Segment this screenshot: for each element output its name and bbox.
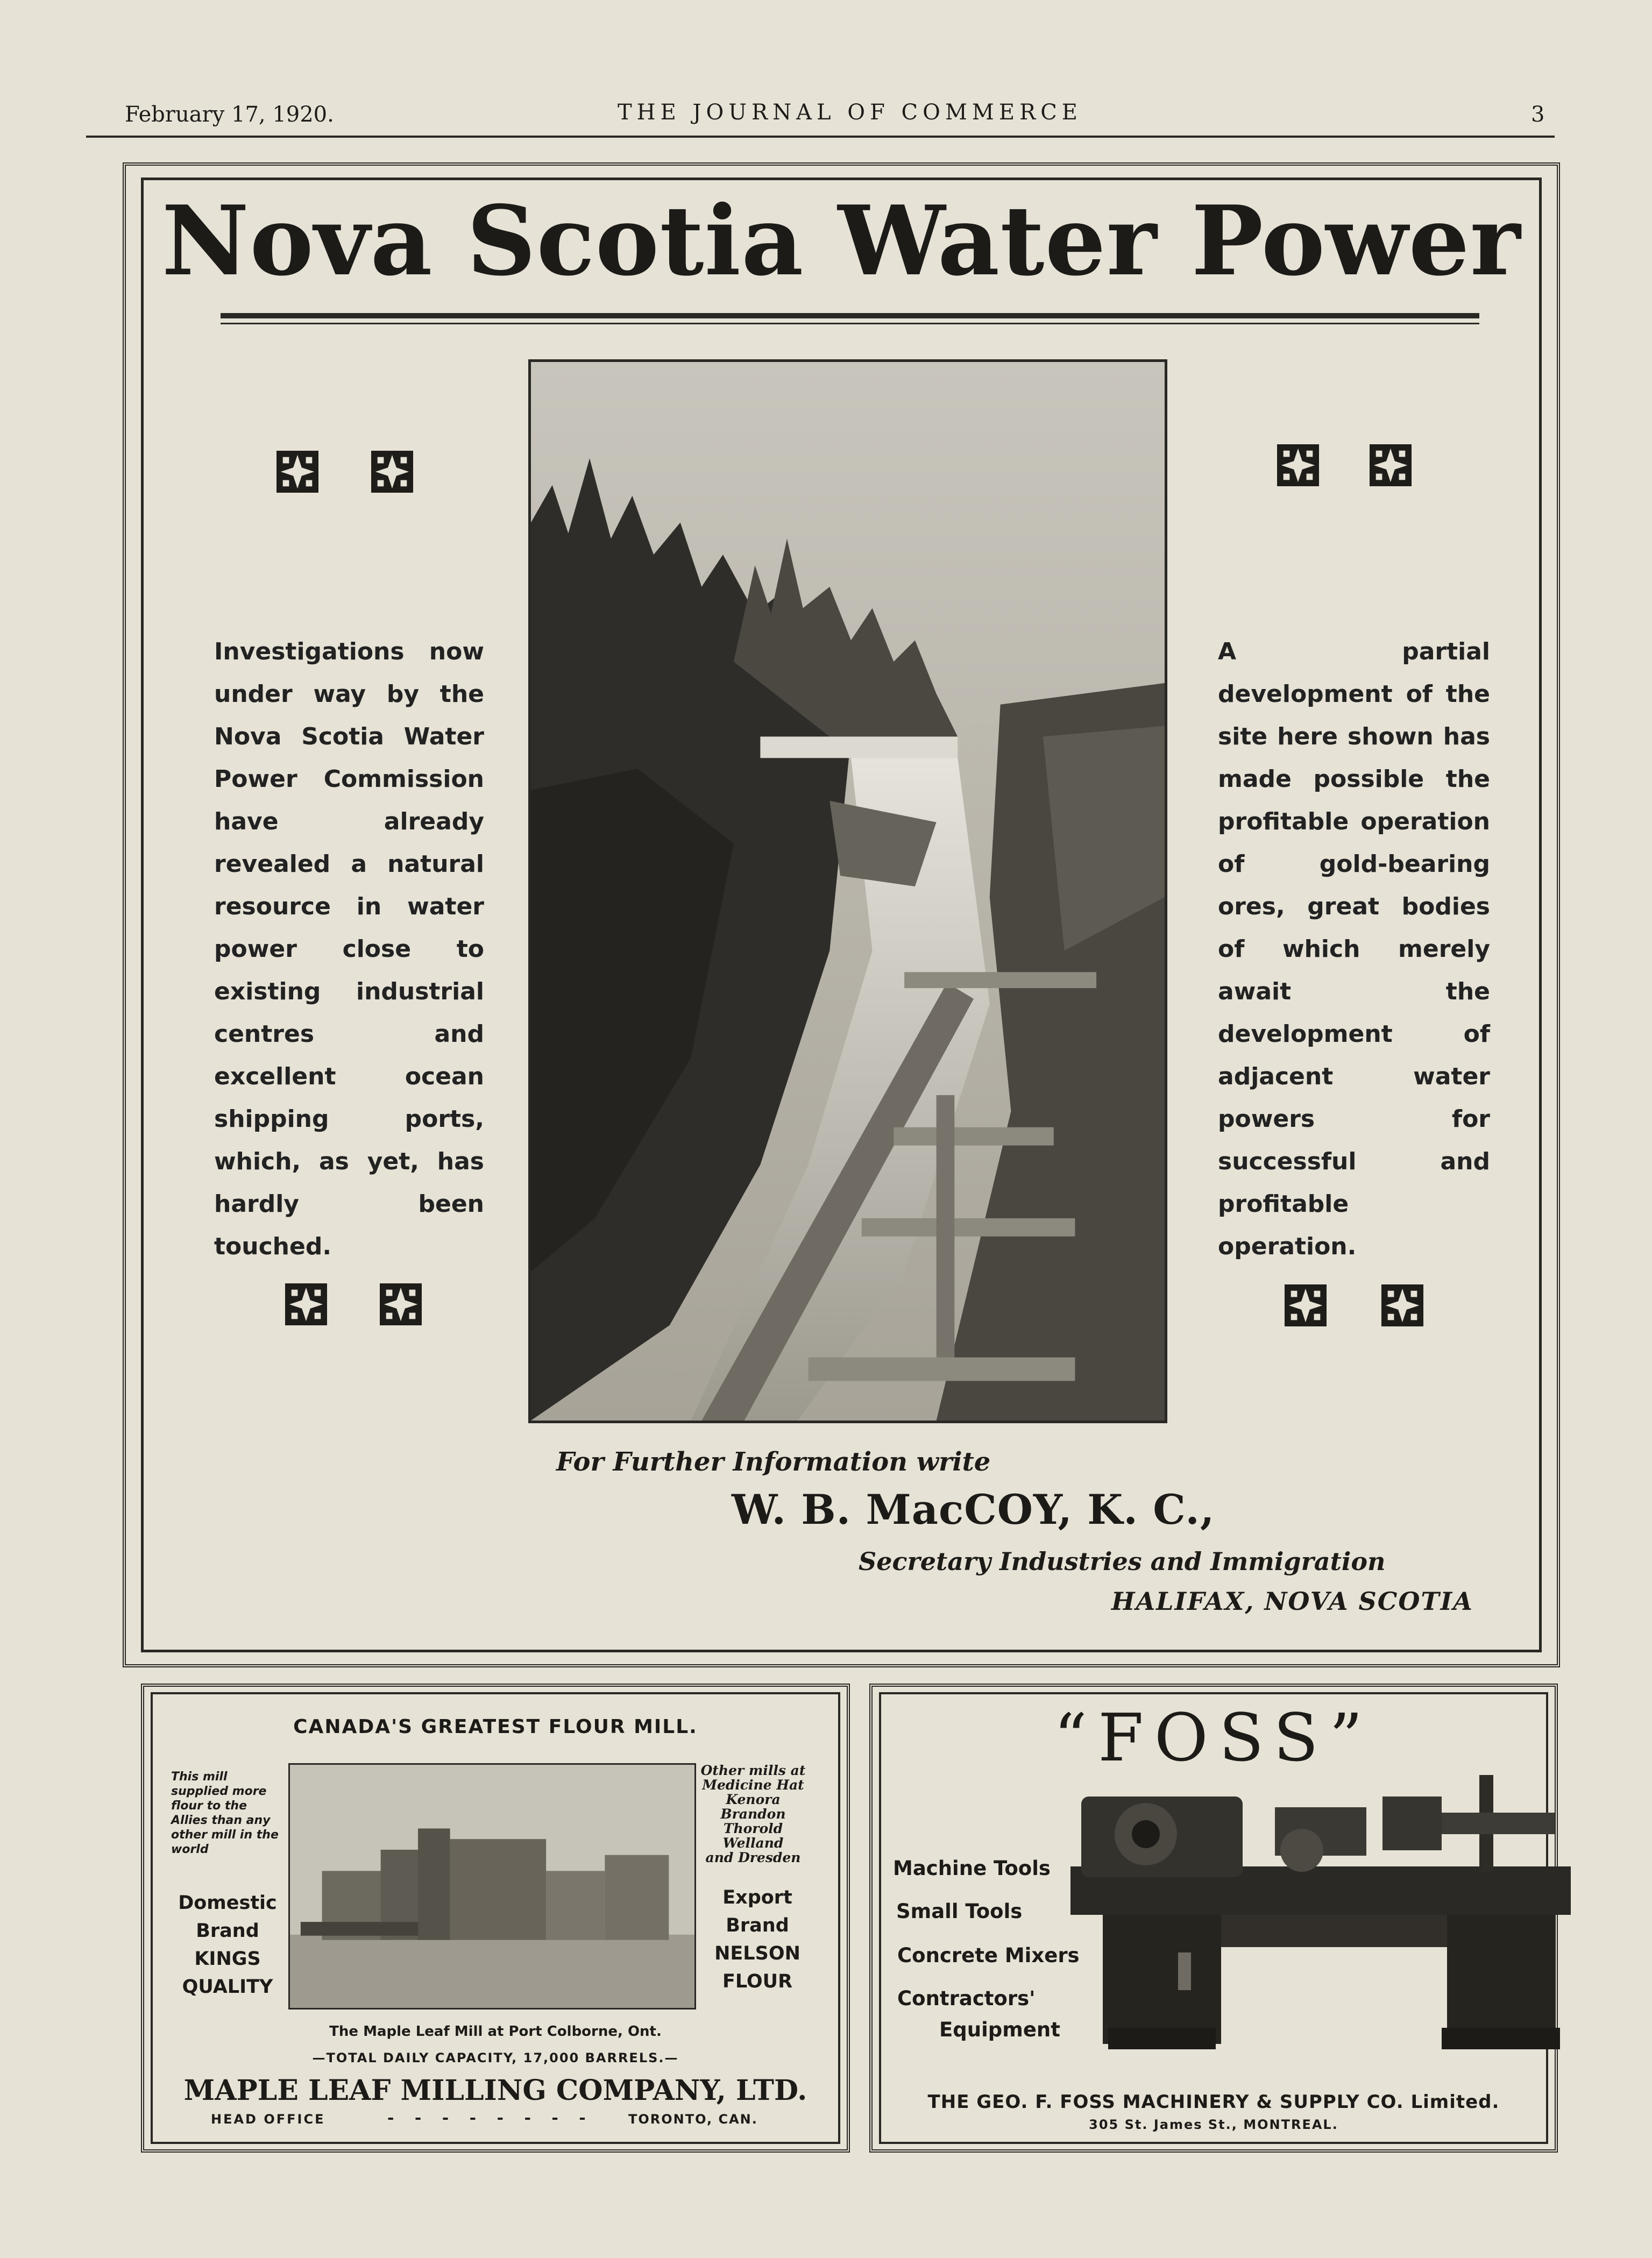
foss-ad-title: “FOSS”	[1053, 1700, 1374, 1776]
export-brand	[701, 1884, 813, 1996]
other-mills-line: Kenora	[726, 1792, 781, 1807]
domestic-brand-line: Brand	[196, 1920, 259, 1942]
contact-role: Secretary Industries and Immigration	[859, 1547, 1386, 1576]
domestic-brand-line: QUALITY	[182, 1976, 273, 1998]
export-brand-line: FLOUR	[722, 1971, 793, 1992]
flour-mill-photo	[288, 1763, 696, 2010]
ornament-icon	[1277, 444, 1319, 486]
other-mills-line: Thorold	[723, 1821, 783, 1836]
export-brand-line: NELSON	[714, 1943, 800, 1964]
other-mills-list	[699, 1763, 807, 1865]
lathe-illustration	[1070, 1775, 1576, 2055]
contact-place: HALIFAX, NOVA SCOTIA	[1111, 1587, 1473, 1616]
other-mills-line: Medicine Hat	[702, 1777, 804, 1793]
other-mills-line: Welland	[722, 1835, 784, 1851]
contact-name: W. B. MacCOY, K. C.,	[732, 1486, 1215, 1533]
ornament-icon	[276, 451, 318, 493]
head-office-leader: - - - - - - - -	[387, 2108, 593, 2127]
right-body-copy: A partial development of the site here shown has made possible the profitable operation of gold-bearing ores, great bodies of which merely await the development of adjacent water powers for successful and profitable operation.	[1218, 638, 1490, 1260]
ornament-icon	[371, 451, 413, 493]
other-mills-line: and Dresden	[705, 1850, 801, 1865]
other-mills-line: Brandon	[720, 1806, 786, 1822]
ornament-icon	[1285, 1284, 1327, 1326]
lathe-icon	[1070, 1775, 1576, 2055]
head-office-label: HEAD OFFICE	[211, 2112, 325, 2127]
ornament-icon	[285, 1283, 327, 1325]
ornament-icon	[380, 1283, 422, 1325]
flour-ad-side-note: This mill supplied more flour to the Allies than any other mill in the world	[171, 1770, 279, 1856]
ornament-icon	[1370, 444, 1412, 486]
domestic-brand	[171, 1889, 284, 2001]
foss-product: Machine Tools	[893, 1857, 1051, 1880]
header-rule	[86, 136, 1555, 138]
waterfall-photo-image	[531, 362, 1165, 1421]
issue-date: February 17, 1920.	[125, 102, 334, 127]
flour-company-name: MAPLE LEAF MILLING COMPANY, LTD.	[183, 2074, 807, 2107]
title-underline-thin	[221, 323, 1479, 324]
domestic-brand-line: Domestic	[178, 1892, 277, 1914]
water-power-ad-title: Nova Scotia Water Power	[161, 184, 1521, 297]
export-brand-line: Brand	[726, 1915, 789, 1936]
foss-product: Concrete Mixers	[897, 1944, 1080, 1967]
foss-company-address: 305 St. James St., MONTREAL.	[1089, 2117, 1338, 2132]
other-mills-line: Other mills at	[700, 1763, 806, 1778]
journal-masthead: THE JOURNAL OF COMMERCE	[618, 100, 1082, 125]
export-brand-line: Export	[722, 1887, 792, 1908]
domestic-brand-line: KINGS	[194, 1948, 261, 1970]
head-office-city: TORONTO, CAN.	[628, 2112, 758, 2127]
foss-product: Equipment	[939, 2018, 1060, 2041]
foss-company-name: THE GEO. F. FOSS MACHINERY & SUPPLY CO. Limited.	[927, 2091, 1500, 2113]
mill-capacity: —TOTAL DAILY CAPACITY, 17,000 BARRELS.—	[312, 2050, 679, 2065]
flour-mill-photo-image	[290, 1765, 694, 2008]
mill-location: The Maple Leaf Mill at Port Colborne, Ont.	[329, 2023, 662, 2040]
left-body-copy: Investigations now under way by the Nova Scotia Water Power Commission have already revealed a natural resource in water power close to existing industrial centres and excellent ocean shipping ports, which, as yet, has hardly been touched.	[214, 638, 484, 1260]
foss-product: Contractors'	[897, 1987, 1036, 2010]
waterfall-photo	[528, 359, 1167, 1423]
foss-product: Small Tools	[896, 1900, 1023, 1923]
page-number: 3	[1531, 102, 1545, 127]
flour-ad-title: CANADA'S GREATEST FLOUR MILL.	[293, 1716, 698, 1738]
ornament-icon	[1381, 1284, 1423, 1326]
title-underline	[221, 313, 1479, 318]
contact-intro: For Further Information write	[556, 1447, 991, 1477]
